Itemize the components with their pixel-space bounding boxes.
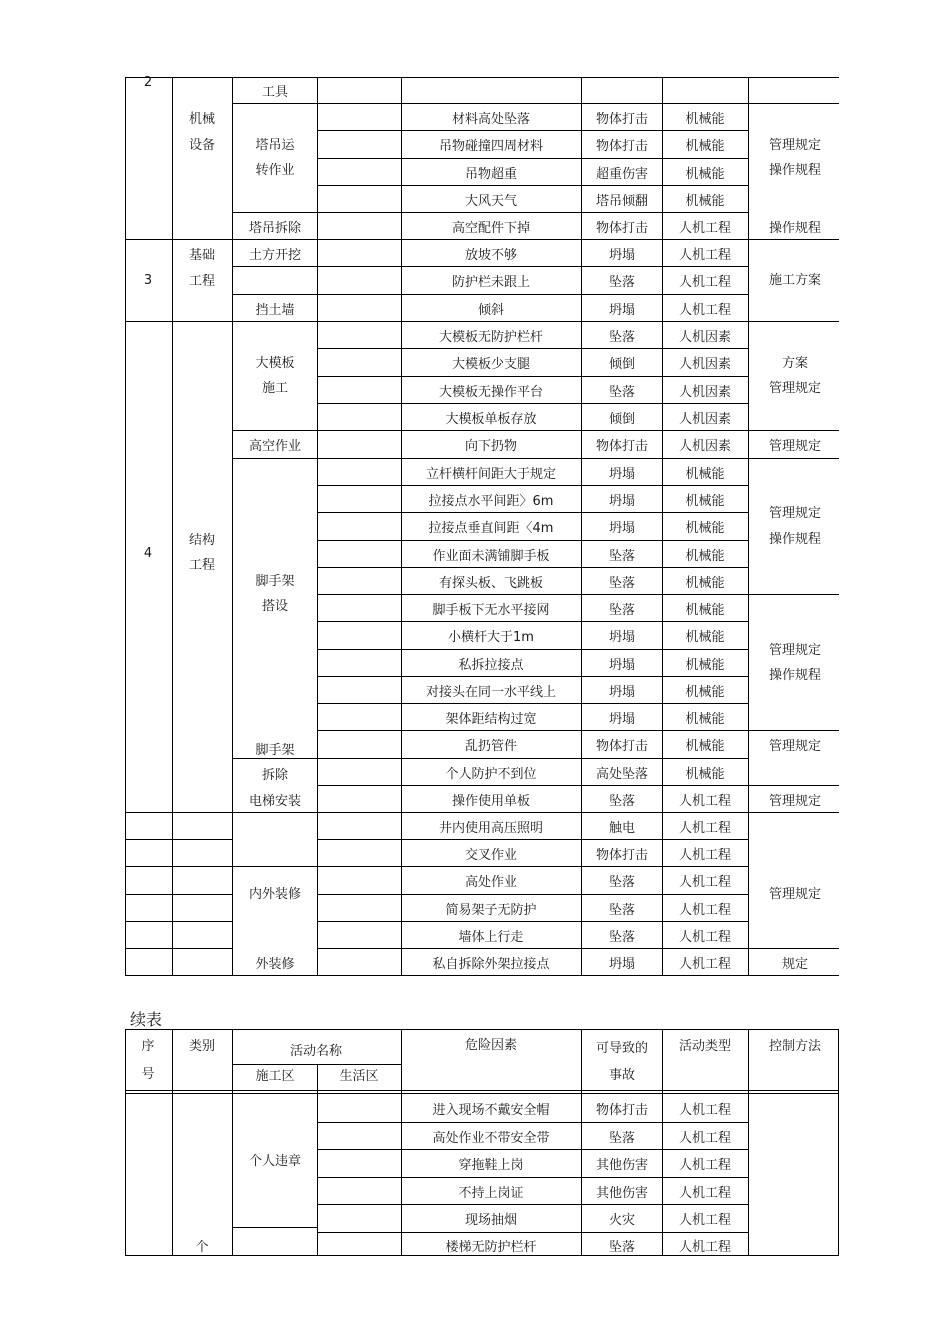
hazard-factor: 高空配件下掉 bbox=[451, 220, 531, 236]
row-rule bbox=[232, 294, 749, 295]
activity-name: 土方开挖 bbox=[248, 247, 302, 263]
column-rule bbox=[172, 77, 173, 976]
activity-type: 机械能 bbox=[685, 193, 725, 209]
accident-type: 坍塌 bbox=[608, 630, 636, 645]
accident-type: 物体打击 bbox=[595, 1102, 649, 1118]
column-rule bbox=[232, 1029, 233, 1256]
activity-type: 人机工程 bbox=[678, 247, 732, 263]
activity-type: 人机工程 bbox=[678, 275, 732, 290]
activity-type: 人机工程 bbox=[678, 875, 732, 890]
activity-type: 人机工程 bbox=[678, 956, 732, 972]
column-rule bbox=[662, 77, 663, 976]
row-rule bbox=[125, 894, 233, 895]
row-rule bbox=[317, 540, 749, 541]
activity-type: 人机工程 bbox=[678, 820, 732, 836]
row-rule bbox=[317, 130, 749, 131]
activity-name: 外装修 bbox=[255, 956, 295, 972]
accident-type: 坠落 bbox=[608, 575, 636, 591]
column-rule bbox=[581, 1029, 582, 1256]
control-method: 管理规定 bbox=[768, 887, 822, 902]
hazard-factor: 向下扔物 bbox=[464, 439, 518, 454]
activity-type: 人机工程 bbox=[678, 929, 732, 945]
category-label: 机械 bbox=[188, 112, 216, 127]
hazard-factor: 放坡不够 bbox=[464, 247, 518, 263]
accident-type: 高处坠落 bbox=[595, 766, 649, 782]
hazard-factor: 拉接点水平间距〉6m bbox=[428, 493, 554, 509]
header-control: 控制方法 bbox=[768, 1039, 822, 1054]
activity-type: 人机因素 bbox=[678, 411, 732, 427]
row-rule bbox=[317, 348, 749, 349]
row-rule bbox=[317, 649, 749, 650]
row-rule bbox=[317, 376, 749, 377]
hazard-factor: 交叉作业 bbox=[464, 847, 518, 863]
row-number: 3 bbox=[143, 273, 153, 288]
header-living-area: 生活区 bbox=[339, 1069, 379, 1084]
accident-type: 塔吊倾翻 bbox=[595, 193, 649, 209]
row-rule bbox=[317, 403, 749, 404]
hazard-factor: 作业面未满铺脚手板 bbox=[432, 548, 550, 564]
row-rule bbox=[317, 1232, 749, 1233]
accident-type: 坠落 bbox=[608, 1240, 636, 1255]
row-rule bbox=[317, 785, 839, 786]
header-type: 活动类型 bbox=[678, 1039, 732, 1054]
accident-type: 坠落 bbox=[608, 329, 636, 345]
control-method: 管理规定 bbox=[768, 381, 822, 396]
activity-type: 人机工程 bbox=[678, 847, 732, 863]
accident-type: 坠落 bbox=[608, 275, 636, 290]
activity-type: 机械能 bbox=[685, 521, 725, 536]
activity-name: 工具 bbox=[261, 85, 289, 100]
header-serial: 序 bbox=[141, 1039, 155, 1054]
column-rule bbox=[232, 77, 233, 976]
accident-type: 坍塌 bbox=[608, 302, 636, 318]
activity-name: 塔吊运 bbox=[255, 138, 295, 153]
activity-type: 人机工程 bbox=[678, 793, 732, 809]
control-method: 管理规定 bbox=[768, 506, 822, 521]
row-rule bbox=[125, 839, 233, 840]
column-rule bbox=[748, 77, 749, 976]
column-rule bbox=[317, 77, 318, 976]
hazard-factor: 架体距结构过宽 bbox=[445, 711, 537, 727]
hazard-factor: 楼梯无防护栏杆 bbox=[445, 1240, 537, 1255]
activity-name: 搭设 bbox=[261, 599, 289, 614]
accident-type: 物体打击 bbox=[595, 847, 649, 863]
row-rule bbox=[317, 594, 839, 595]
control-method: 管理规定 bbox=[768, 739, 822, 754]
row-rule bbox=[317, 730, 839, 731]
activity-name: 高空作业 bbox=[248, 439, 302, 454]
category-label: 个 bbox=[195, 1240, 209, 1255]
column-rule bbox=[748, 1029, 749, 1256]
category-label: 基础 bbox=[188, 248, 216, 263]
activity-type: 机械能 bbox=[685, 684, 725, 700]
row-rule bbox=[317, 894, 749, 895]
hazard-factor: 脚手板下无水平接网 bbox=[432, 602, 550, 618]
header-accident: 可导致的 bbox=[595, 1041, 649, 1056]
control-method: 管理规定 bbox=[768, 643, 822, 658]
row-number: 2 bbox=[143, 75, 153, 90]
column-rule bbox=[317, 1064, 318, 1256]
activity-type: 人机工程 bbox=[678, 302, 732, 318]
header-serial: 号 bbox=[141, 1067, 155, 1082]
hazard-factor: 墙体上行走 bbox=[458, 929, 524, 945]
hazard-factor: 大模板无操作平台 bbox=[438, 384, 544, 400]
accident-type: 坠落 bbox=[608, 875, 636, 890]
hazard-factor: 操作使用单板 bbox=[451, 793, 531, 809]
accident-type: 坍塌 bbox=[608, 956, 636, 972]
row-rule bbox=[317, 185, 749, 186]
accident-type: 坍塌 bbox=[608, 247, 636, 263]
activity-name: 脚手架 bbox=[255, 743, 295, 758]
accident-type: 火灾 bbox=[608, 1213, 636, 1228]
row-rule bbox=[317, 621, 749, 622]
category-label: 设备 bbox=[188, 138, 216, 153]
category-label: 结构 bbox=[188, 533, 216, 548]
row-rule bbox=[317, 1177, 749, 1178]
accident-type: 坠落 bbox=[608, 602, 636, 618]
row-rule bbox=[317, 512, 749, 513]
accident-type: 物体打击 bbox=[595, 111, 649, 127]
hazard-factor: 大风天气 bbox=[464, 193, 518, 209]
category-label: 工程 bbox=[188, 274, 216, 289]
activity-type: 机械能 bbox=[685, 739, 725, 754]
header-hazard: 危险因素 bbox=[464, 1038, 518, 1053]
hazard-factor: 吊物超重 bbox=[464, 166, 518, 182]
category-label: 工程 bbox=[188, 558, 216, 573]
header-accident: 事故 bbox=[608, 1068, 636, 1083]
accident-type: 坠落 bbox=[608, 548, 636, 564]
accident-type: 坍塌 bbox=[608, 466, 636, 482]
control-method: 操作规程 bbox=[768, 532, 822, 547]
row-rule bbox=[317, 1122, 749, 1123]
accident-type: 超重伤害 bbox=[595, 166, 649, 182]
row-rule bbox=[317, 703, 749, 704]
accident-type: 坠落 bbox=[608, 902, 636, 918]
control-method: 管理规定 bbox=[768, 138, 822, 153]
control-method: 操作规程 bbox=[768, 220, 822, 236]
column-rule bbox=[581, 77, 582, 976]
row-rule bbox=[317, 1204, 749, 1205]
column-rule bbox=[172, 1029, 173, 1256]
accident-type: 其他伤害 bbox=[595, 1185, 649, 1201]
row-rule bbox=[232, 212, 749, 213]
control-method: 管理规定 bbox=[768, 793, 822, 809]
hazard-factor: 不持上岗证 bbox=[458, 1185, 524, 1201]
row-rule bbox=[317, 921, 749, 922]
activity-type: 机械能 bbox=[685, 575, 725, 591]
activity-name: 电梯安装 bbox=[248, 793, 302, 809]
accident-type: 坠落 bbox=[608, 1130, 636, 1146]
accident-type: 倾倒 bbox=[608, 411, 636, 427]
row-rule bbox=[317, 158, 749, 159]
accident-type: 坍塌 bbox=[608, 493, 636, 509]
accident-type: 物体打击 bbox=[595, 439, 649, 454]
hazard-factor: 立杆横杆间距大于规定 bbox=[425, 466, 557, 482]
hazard-factor: 小横杆大于1m bbox=[448, 630, 534, 645]
accident-type: 倾倒 bbox=[608, 357, 636, 372]
accident-type: 坠落 bbox=[608, 929, 636, 945]
hazard-factor: 材料高处坠落 bbox=[451, 111, 531, 127]
column-rule bbox=[662, 1029, 663, 1256]
activity-type: 机械能 bbox=[685, 548, 725, 564]
activity-name: 转作业 bbox=[255, 163, 295, 178]
activity-type: 人机因素 bbox=[678, 357, 732, 372]
activity-type: 人机因素 bbox=[678, 439, 732, 454]
activity-name: 大模板 bbox=[255, 356, 295, 371]
row-rule bbox=[317, 839, 749, 840]
hazard-factor: 高处作业不带安全带 bbox=[432, 1130, 550, 1146]
row-rule bbox=[232, 1227, 318, 1228]
row-rule bbox=[317, 948, 839, 949]
activity-type: 人机工程 bbox=[678, 1185, 732, 1201]
accident-type: 物体打击 bbox=[595, 739, 649, 754]
accident-type: 坍塌 bbox=[608, 711, 636, 727]
control-method: 管理规定 bbox=[768, 439, 822, 454]
hazard-factor: 进入现场不戴安全帽 bbox=[432, 1102, 550, 1118]
activity-type: 人机工程 bbox=[678, 1130, 732, 1146]
row-rule bbox=[317, 567, 749, 568]
accident-type: 触电 bbox=[608, 820, 636, 836]
activity-type: 人机工程 bbox=[678, 902, 732, 918]
activity-type: 机械能 bbox=[685, 111, 725, 127]
activity-name: 拆除 bbox=[261, 768, 289, 783]
row-rule bbox=[317, 1149, 749, 1150]
hazard-factor: 个人防护不到位 bbox=[445, 766, 537, 782]
continued-label: 续表 bbox=[130, 1010, 163, 1029]
accident-type: 坍塌 bbox=[608, 657, 636, 673]
column-rule bbox=[401, 77, 402, 976]
hazard-factor: 私自拆除外架拉接点 bbox=[432, 956, 550, 972]
activity-name: 塔吊拆除 bbox=[248, 220, 302, 236]
accident-type: 其他伤害 bbox=[595, 1158, 649, 1173]
activity-type: 人机工程 bbox=[678, 220, 732, 236]
accident-type: 物体打击 bbox=[595, 139, 649, 154]
row-rule bbox=[125, 948, 233, 949]
activity-name: 挡土墙 bbox=[255, 302, 295, 318]
row-rule bbox=[317, 485, 749, 486]
row-rule bbox=[232, 266, 749, 267]
hazard-factor: 拉接点垂直间距〈4m bbox=[428, 521, 554, 536]
activity-type: 人机因素 bbox=[678, 329, 732, 345]
row-number: 4 bbox=[143, 546, 153, 561]
hazard-factor: 乱扔管件 bbox=[464, 739, 518, 754]
activity-type: 人机工程 bbox=[678, 1102, 732, 1118]
activity-name: 施工 bbox=[261, 381, 289, 396]
column-rule bbox=[401, 1029, 402, 1256]
row-rule bbox=[125, 866, 749, 867]
header-category: 类别 bbox=[188, 1039, 216, 1054]
activity-type: 机械能 bbox=[685, 139, 725, 154]
control-method: 方案 bbox=[781, 356, 809, 371]
activity-type: 人机工程 bbox=[678, 1158, 732, 1173]
hazard-factor: 私拆拉接点 bbox=[458, 657, 524, 673]
activity-name: 内外装修 bbox=[248, 887, 302, 902]
activity-type: 人机工程 bbox=[678, 1213, 732, 1228]
accident-type: 坍塌 bbox=[608, 684, 636, 700]
activity-name: 个人违章 bbox=[248, 1154, 302, 1169]
activity-name: 脚手架 bbox=[255, 574, 295, 589]
accident-type: 坠落 bbox=[608, 384, 636, 400]
activity-type: 机械能 bbox=[685, 166, 725, 182]
activity-type: 机械能 bbox=[685, 493, 725, 509]
row-rule bbox=[232, 758, 749, 759]
row-rule bbox=[317, 676, 749, 677]
hazard-factor: 大模板少支腿 bbox=[451, 357, 531, 372]
hazard-factor: 吊物碰撞四周材料 bbox=[438, 139, 544, 154]
column-rule bbox=[125, 1029, 126, 1256]
activity-type: 机械能 bbox=[685, 602, 725, 618]
hazard-factor: 有探头板、飞跳板 bbox=[438, 575, 544, 591]
accident-type: 坍塌 bbox=[608, 521, 636, 536]
activity-type: 机械能 bbox=[685, 657, 725, 673]
hazard-factor: 现场抽烟 bbox=[464, 1213, 518, 1228]
hazard-factor: 简易架子无防护 bbox=[445, 902, 537, 918]
control-method: 操作规程 bbox=[768, 668, 822, 683]
column-rule bbox=[838, 1029, 839, 1256]
hazard-factor: 大模板单板存放 bbox=[445, 411, 537, 427]
header-activity: 活动名称 bbox=[289, 1044, 343, 1059]
hazard-factor: 高处作业 bbox=[464, 875, 518, 890]
hazard-factor: 大模板无防护栏杆 bbox=[438, 329, 544, 345]
activity-type: 机械能 bbox=[685, 766, 725, 782]
hazard-factor: 对接头在同一水平线上 bbox=[425, 684, 557, 700]
activity-type: 机械能 bbox=[685, 711, 725, 727]
control-method: 规定 bbox=[781, 956, 809, 972]
activity-type: 机械能 bbox=[685, 466, 725, 482]
accident-type: 物体打击 bbox=[595, 220, 649, 236]
activity-type: 机械能 bbox=[685, 630, 725, 645]
hazard-factor: 防护栏未跟上 bbox=[451, 275, 531, 290]
activity-type: 人机因素 bbox=[678, 384, 732, 400]
row-rule bbox=[125, 921, 233, 922]
control-method: 施工方案 bbox=[768, 273, 822, 288]
accident-type: 坠落 bbox=[608, 793, 636, 809]
activity-type: 人机工程 bbox=[678, 1240, 732, 1255]
column-rule bbox=[125, 77, 126, 976]
header-work-area: 施工区 bbox=[255, 1069, 295, 1084]
hazard-factor: 倾斜 bbox=[477, 302, 505, 318]
hazard-factor: 井内使用高压照明 bbox=[438, 820, 544, 836]
control-method: 操作规程 bbox=[768, 163, 822, 178]
hazard-factor: 穿拖鞋上岗 bbox=[458, 1158, 524, 1173]
